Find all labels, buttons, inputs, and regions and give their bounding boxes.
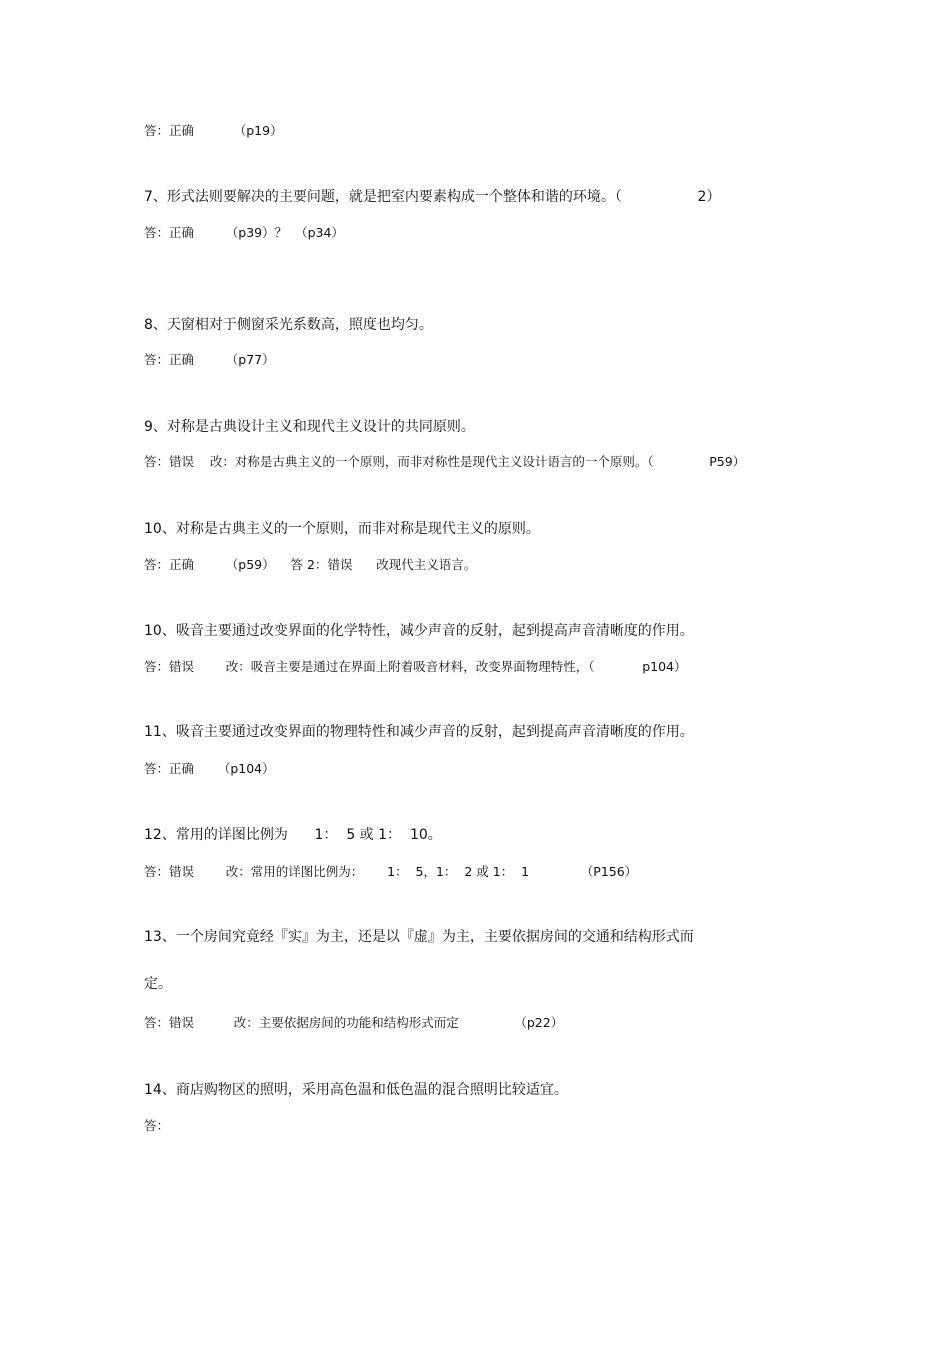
answer-line: 答：正确 （p19） (144, 123, 283, 138)
answer-line: 答：正确 （p104） (144, 761, 275, 776)
question-13: 13、一个房间究竟经『实』为主，还是以『虚』为主，主要依据房间的交通和结构形式而 (144, 929, 694, 945)
answer-line: 答：正确 （p77） (144, 352, 275, 367)
answer-line: 答：正确 （p39）？ （p34） (144, 225, 344, 240)
question-8: 8、天窗相对于侧窗采光系数高，照度也均匀。 (144, 317, 433, 333)
answer-line: 答：错误 改：吸音主要是通过在界面上附着吸音材料，改变界面物理特性，（ p104） (144, 659, 687, 674)
question-10a: 10、对称是古典主义的一个原则，而非对称是现代主义的原则。 (144, 521, 540, 537)
question-12: 12、常用的详图比例为 1： 5 或 1： 10。 (144, 827, 442, 843)
question-13-cont: 定。 (144, 976, 172, 992)
question-14: 14、商店购物区的照明，采用高色温和低色温的混合照明比较适宜。 (144, 1082, 568, 1098)
question-7: 7、形式法则要解决的主要问题，就是把室内要素构成一个整体和谐的环境。（ 2） (144, 189, 721, 205)
answer-line: 答：错误 改：常用的详图比例为： 1： 5，1： 2 或 1： 1 （P156） (144, 864, 638, 879)
question-10b: 10、吸音主要通过改变界面的化学特性，减少声音的反射，起到提高声音清晰度的作用。 (144, 623, 694, 639)
answer-line: 答： (144, 1118, 170, 1133)
answer-line: 答：错误 改：主要依据房间的功能和结构形式而定 （p22） (144, 1015, 564, 1030)
answer-line: 答：正确 （p59） 答 2：错误 改现代主义语言。 (144, 557, 477, 572)
answer-line: 答：错误 改：对称是古典主义的一个原则，而非对称性是现代主义设计语言的一个原则。（ P59） (144, 454, 746, 469)
question-9: 9、对称是古典设计主义和现代主义设计的共同原则。 (144, 419, 475, 435)
question-11: 11、吸音主要通过改变界面的物理特性和减少声音的反射，起到提高声音清晰度的作用。 (144, 724, 694, 740)
